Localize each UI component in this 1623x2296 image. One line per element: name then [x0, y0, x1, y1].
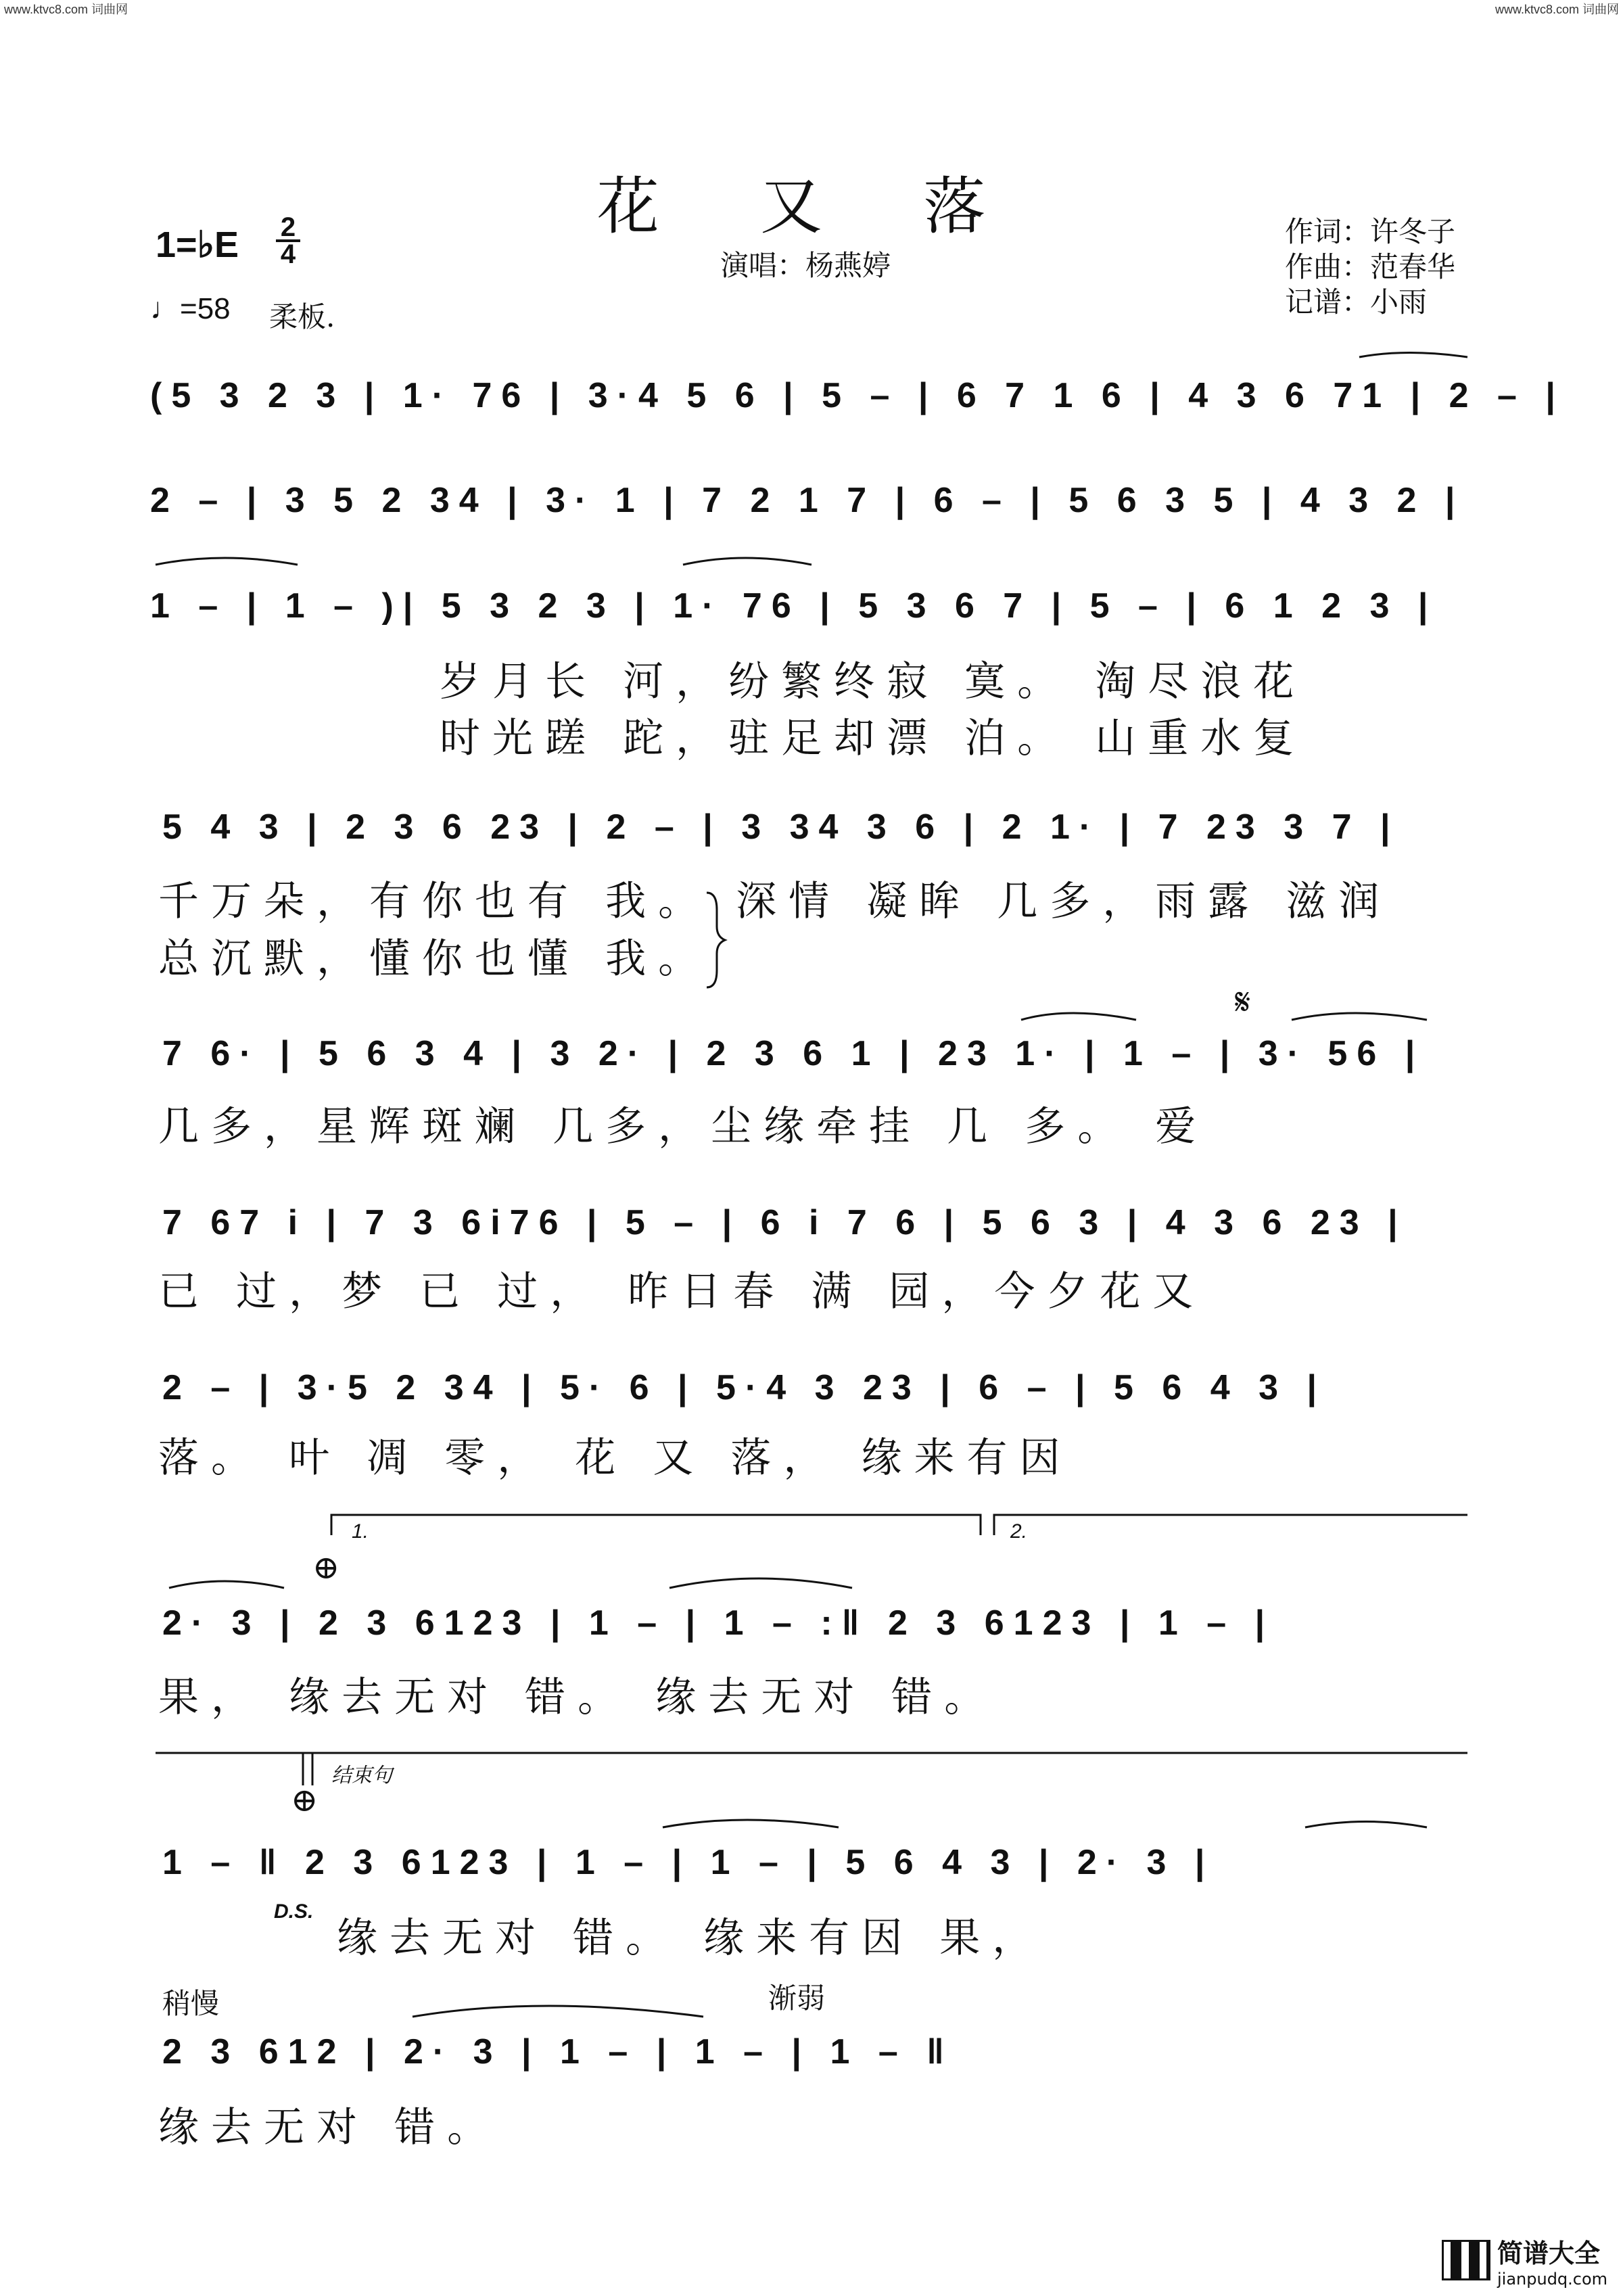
lyric-row-9: 缘去无对 错。 缘来有因 果，: [337, 1915, 1045, 1962]
notation-row-4: 5 4 3 | 2 3 6 23 | 2 – | 3 34 3 6 | 2 1· | 7 23 3 7 |: [162, 807, 1400, 847]
diminuendo-marking: 渐弱: [768, 1982, 826, 2015]
segno-sign: 𝄋: [1235, 981, 1251, 1023]
tempo-word: 柔板.: [269, 300, 335, 333]
dal-segno-mark: D.S.: [274, 1900, 314, 1923]
lyricist-credit: 作词：许冬子: [1285, 215, 1456, 248]
singer-credit: 演唱：杨燕婷: [720, 249, 891, 282]
composer-credit: 作曲：范春华: [1285, 250, 1456, 283]
lyric-row-6: 已 过，梦 已 过， 昨日春 满 园，今夕花又: [158, 1268, 1206, 1315]
lyric-row-4-verse-1: 千万朵，有你也有 我。 深情 凝眸 几多，雨露 滋润: [158, 878, 1392, 925]
ending-label: 结束句: [331, 1764, 392, 1787]
notation-row-1: (5 3 2 3 | 1· 76 | 3·4 5 6 | 5 – | 6 7 1 6 | 4 3 6 71 | 2 – |: [150, 376, 1565, 415]
lyric-row-10: 缘去无对 错。: [158, 2104, 500, 2151]
lyric-row-3-verse-2: 时光蹉 跎，驻足却漂 泊。 山重水复: [440, 715, 1307, 762]
key-signature: 1=♭E: [156, 225, 239, 265]
notation-row-7: 2 – | 3·5 2 34 | 5· 6 | 5·4 3 23 | 6 – | 5 6 4 3 |: [162, 1368, 1327, 1407]
notation-credit: 记谱：小雨: [1285, 285, 1428, 319]
notation-row-8: 2· 3 | 2 3 6123 | 1 – | 1 – :‖ 2 3 6123 | 1 – |: [162, 1603, 1275, 1643]
coda-sign-2: ⊕: [291, 1781, 319, 1819]
lyric-row-8: 果， 缘去无对 错。 缘去无对 错。: [158, 1674, 997, 1721]
time-signature-bottom: 4: [280, 239, 296, 269]
time-signature-top: 2: [280, 212, 296, 242]
notation-row-3: 1 – | 1 – )| 5 3 2 3 | 1· 76 | 5 3 6 7 | 5 – | 6 1 2 3 |: [150, 586, 1438, 626]
slower-marking: 稍慢: [162, 1987, 220, 2020]
logo-domain: jianpudq.com: [1497, 2269, 1608, 2289]
notation-row-9: 1 – ‖ 2 3 6123 | 1 – | 1 – | 5 6 4 3 | 2· 3 |: [162, 1843, 1215, 1882]
logo-name: 简谱大全: [1497, 2238, 1601, 2268]
site-logo: [1442, 2234, 1611, 2287]
lyric-row-5: 几多，星辉斑斓 几多，尘缘牵挂 几 多。 爱: [158, 1103, 1208, 1150]
notation-row-5: 7 6· | 5 6 3 4 | 3 2· | 2 3 6 1 | 23 1· | 1 – | 3· 56 |: [162, 1034, 1425, 1073]
site-watermark-right: www.ktvc8.com 词曲网: [1495, 3, 1619, 16]
notation-row-6: 7 67 i | 7 3 6i76 | 5 – | 6 i 7 6 | 5 6 3 | 4 3 6 23 |: [162, 1203, 1407, 1242]
volta-1-label: 1.: [352, 1520, 369, 1543]
notation-row-2: 2 – | 3 5 2 34 | 3· 1 | 7 2 1 7 | 6 – | 5 6 3 5 | 4 3 2 |: [150, 481, 1465, 520]
lyric-row-4-verse-2: 总沉默，懂你也懂 我。: [158, 935, 711, 983]
lyric-row-3-verse-1: 岁月长 河，纷繁终寂 寞。 淘尽浪花: [440, 658, 1307, 705]
notation-row-10: 2 3 612 | 2· 3 | 1 – | 1 – | 1 – ‖: [162, 2032, 954, 2071]
coda-sign-1: ⊕: [312, 1549, 340, 1587]
lyric-row-7: 落。 叶 凋 零， 花 又 落， 缘来有因: [158, 1434, 1073, 1482]
tempo-marking: ♩=58: [150, 292, 231, 325]
song-title: 花 又 落: [596, 170, 1027, 243]
site-watermark-left: www.ktvc8.com 词曲网: [4, 3, 128, 16]
volta-2-label: 2.: [1010, 1520, 1028, 1543]
piano-logo-icon: [1442, 2240, 1490, 2280]
